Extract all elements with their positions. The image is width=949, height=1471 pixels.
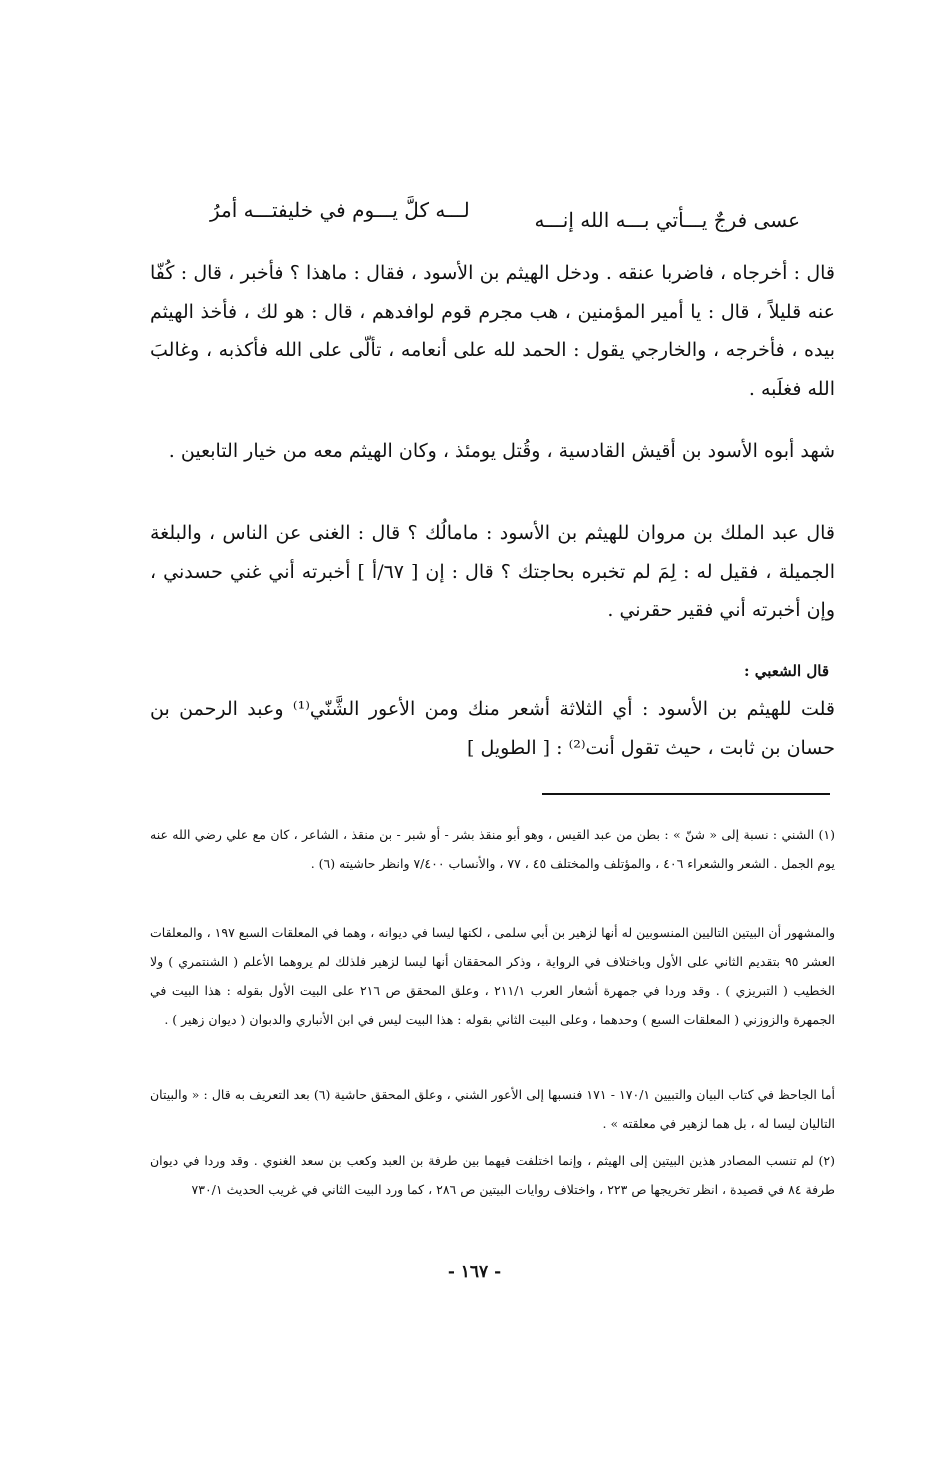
page-number: - ١٦٧ - (447, 1262, 502, 1282)
paragraph-qadisiyyah: شهد أبوه الأسود بن أقيش القادسية ، وقُتل يومئذ ، وكان الهيثم معه من خيار التابعين . (168, 440, 835, 462)
paragraph-execution-story: قال : أخرجاه ، فاضربا عنقه . ودخل الهيثم بن الأسود ، فقال : ماهذا ؟ فأخبر ، قال : كُفّا عنه قليلاً ، قال : يا أمير المؤمنين ، هب مجرم قوم لوافدهم ، قال : هو لك ، فأخذ الهيثم بيده ، فأخرجه ، والخارجي يقول : الحمد لله على أنعامه ، تألّى على الله فأكذبه ، وغالبَ الله فغلَبه . (150, 262, 835, 400)
footnote-2: (٢) لم تنسب المصادر هذين البيتين إلى الهيثم ، وإنما اختلفت فيهما بين طرفة بن العبد وكعب بن سعد الغنوي . وقد وردا في ديوان طرفة ٨٤ في قصيدة ، انظر تخريجها ص ٢٢٣ ، واختلاف روايات البيتين ص ٢٨٦ ، كما ورد البيت الثاني في غريب الحديث ٧٣٠/١ (150, 1153, 835, 1197)
footnote-separator (542, 793, 830, 795)
poetry-verse (210, 198, 800, 238)
footnote-1-jahiz: أما الجاحظ في كتاب البيان والتبيين ١٧٠/١ - ١٧١ فنسبها إلى الأعور الشني ، وعلق المحقق حاشية (٦) بعد التعريف به قال : « والبيتان التاليان ليسا له ، بل هما لزهير في معلقته » . (150, 1087, 836, 1131)
verse-first-hemistich: عسى فرجٌ يـــأتي بـــه الله إنـــه (534, 208, 800, 232)
paragraph-three-poets: قلت للهيثم بن الأسود : أي الثلاثة أشعر منك ومن الأعور الشَّنّي⁽¹⁾ وعبد الرحمن بن حسان بن ثابت ، حيث تقول أنت⁽²⁾ : [ الطويل ] (150, 698, 835, 759)
footnote-1-continued: والمشهور أن البيتين التاليين المنسوبين له أنها لزهير بن أبي سلمى ، لكنها ليسا في ديوانه ، وهما في المعلقات السبع ١٩٧ ، والمعلقات العشر ٩٥ بتقديم الثاني على الأول وباختلاف في الرواية ، وذكر المحققان أنها ليسا لزهير فلذلك لم يروهما الأعلم ( الشنتمري ) ولا الخطيب ( التبريزي ) . وقد وردا في جمهرة أشعار العرب ٢١١/١ ، وعلق المحقق ص ٢١٦ على البيت الأول بقوله : هذا البيت في الجمهرة والزوزني ( المعلقات السبع ) وحدهما ، وعلى البيت الثاني بقوله : هذا البيت ليس في ابن الأنباري والدبوان ( ديوان زهير ) . (150, 925, 836, 1027)
paragraph-abd-al-malik: قال عبد الملك بن مروان للهيثم بن الأسود : مامالُك ؟ قال : الغنى عن الناس ، والبلغة الجميلة ، فقيل له : لِمَ لم تخبره بحاجتك ؟ قال : إن [ ٦٧/أ ] أخبرته أني غني حسدني ، وإن أخبرته أني فقير حقرني . (150, 522, 835, 621)
footnote-1: (١) الشني : نسبة إلى « شنّ » : بطن من عبد القيس ، وهو أبو منقذ بشر - أو شبر - بن منقذ ، الشاعر ، كان مع علي رضي الله عنه يوم الجمل . الشعر والشعراء ٤٠٦ ، والمؤتلف والمختلف ٤٥ ، ٧٧ ، والأنساب ٧/٤٠٠ وانظر حاشيته (٦) . (150, 827, 835, 871)
verse-second-hemistich: لـــه كلَّ يـــوم في خليفتـــه أمرُ (210, 198, 470, 222)
label-shabi: قال الشعبي : (743, 662, 829, 680)
